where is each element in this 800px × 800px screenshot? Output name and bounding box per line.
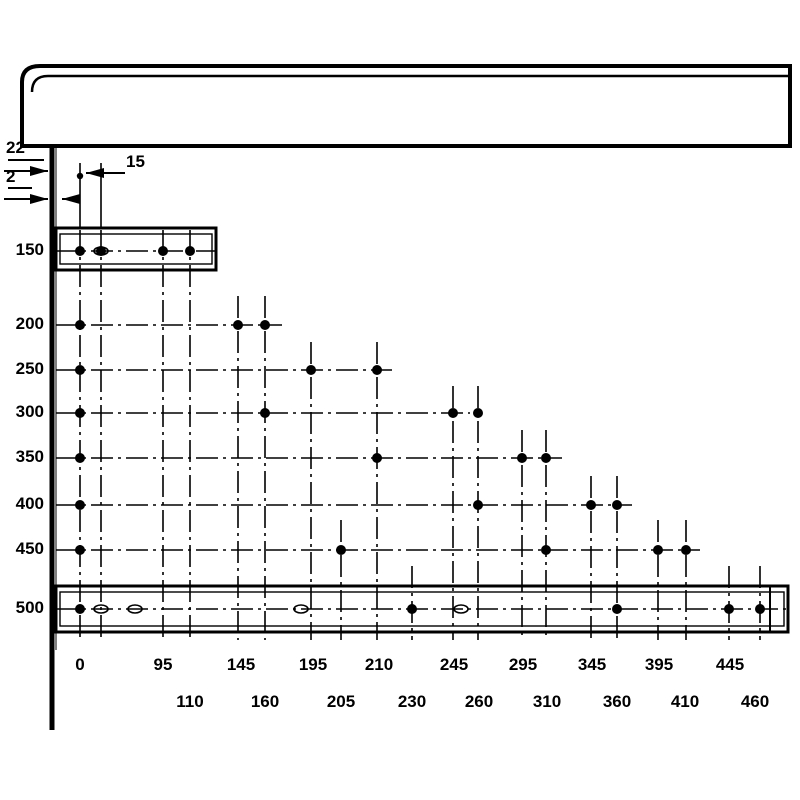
dimension-label-22: 22	[6, 138, 25, 157]
y-label-500: 500	[15, 598, 44, 617]
x-label-0: 0	[75, 655, 85, 674]
dimension-2	[4, 188, 79, 199]
hole-dots	[75, 246, 765, 614]
x-label-95: 95	[153, 655, 173, 674]
x-label-260: 260	[464, 692, 494, 711]
x-label-210: 210	[364, 655, 394, 674]
dimension-15	[77, 163, 125, 230]
dimension-label-2: 2	[6, 167, 16, 186]
y-label-200: 200	[15, 314, 44, 333]
x-label-360: 360	[602, 692, 632, 711]
x-label-410: 410	[670, 692, 700, 711]
worktop-profile	[22, 66, 790, 146]
x-label-395: 395	[644, 655, 674, 674]
y-label-300: 300	[15, 402, 44, 421]
x-label-295: 295	[508, 655, 538, 674]
x-label-460: 460	[740, 692, 770, 711]
vertical-centrelines	[80, 230, 760, 640]
x-label-110: 110	[176, 692, 204, 711]
x-label-195: 195	[298, 655, 328, 674]
y-label-450: 450	[15, 539, 44, 558]
x-label-345: 345	[577, 655, 607, 674]
x-label-160: 160	[250, 692, 280, 711]
y-label-150: 150	[15, 240, 44, 259]
x-label-310: 310	[532, 692, 562, 711]
horizontal-centrelines	[56, 251, 788, 609]
x-label-445: 445	[715, 655, 745, 674]
x-label-230: 230	[397, 692, 427, 711]
x-label-205: 205	[326, 692, 356, 711]
y-label-400: 400	[15, 494, 44, 513]
slot-marks	[94, 247, 468, 613]
x-label-245: 245	[439, 655, 469, 674]
x-label-145: 145	[226, 655, 256, 674]
dimension-label-15: 15	[126, 152, 145, 171]
y-label-250: 250	[15, 359, 44, 378]
y-label-350: 350	[15, 447, 44, 466]
